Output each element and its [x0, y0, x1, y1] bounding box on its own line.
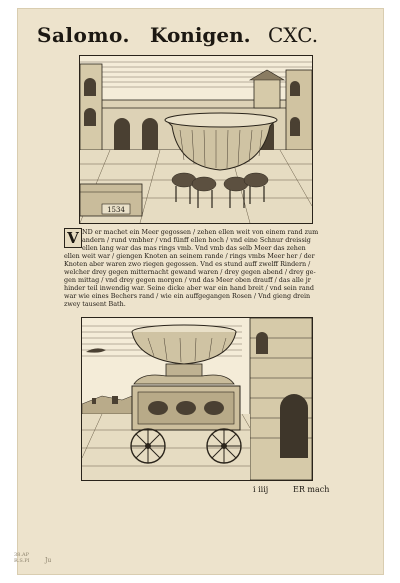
text-line: hinder teil inwendig war. Seine dicke aber war ein hand breit / vnd sein rand — [64, 284, 314, 292]
catchword: ER mach — [293, 485, 330, 494]
body-text — [64, 226, 330, 316]
text-line: war wie eines Bechers rand / wie ein auffgegangen Rosen / Vnd gieng drein — [64, 292, 311, 300]
handwritten-mark: Ju — [45, 557, 52, 564]
woodcut-molten-sea — [79, 55, 313, 224]
text-line: Knoten aber waren zwo riegen gegossen. Vnd es stund auff zwelff Rindern / — [64, 260, 311, 268]
text-line: zwey tausent Bath. — [64, 300, 126, 308]
stamp-line: R.S.PI — [14, 558, 30, 564]
running-header — [0, 23, 400, 51]
text-line: ND er machet ein Meer gegossen / zehen ellen weit von einem rand zum — [82, 228, 319, 236]
plate-monogram: 1534 — [107, 206, 125, 214]
collection-stamp — [14, 552, 30, 564]
drop-capital: V — [64, 228, 82, 248]
woodcut-laver-cart — [81, 317, 313, 481]
text-line: gen mittag / vnd drey gegen morgen / vnd das Meer oben drauff / das alle jr — [64, 276, 311, 284]
signature-mark: i iiij — [253, 485, 269, 494]
text-line: andern / rund vmbher / vnd fünff ellen hoch / vnd eine Schnur dreissig — [82, 236, 311, 244]
folio-number: CXC. — [268, 23, 319, 47]
header-book-title: Salomo. — [37, 23, 130, 47]
stamp-line: 38.AP — [14, 552, 29, 558]
header-book-subtitle: Konigen. — [150, 23, 251, 47]
text-line: ellen weit war / giengen Knoten an seinem rande / rings vmbs Meer her / der — [64, 252, 315, 260]
text-line: ellen lang war das mas rings vmb. Vnd vmb das selb Meer das zehen — [82, 244, 306, 252]
text-line: welcher drey gegen mitternacht gewand waren / drey gegen abend / drey ge- — [64, 268, 316, 276]
